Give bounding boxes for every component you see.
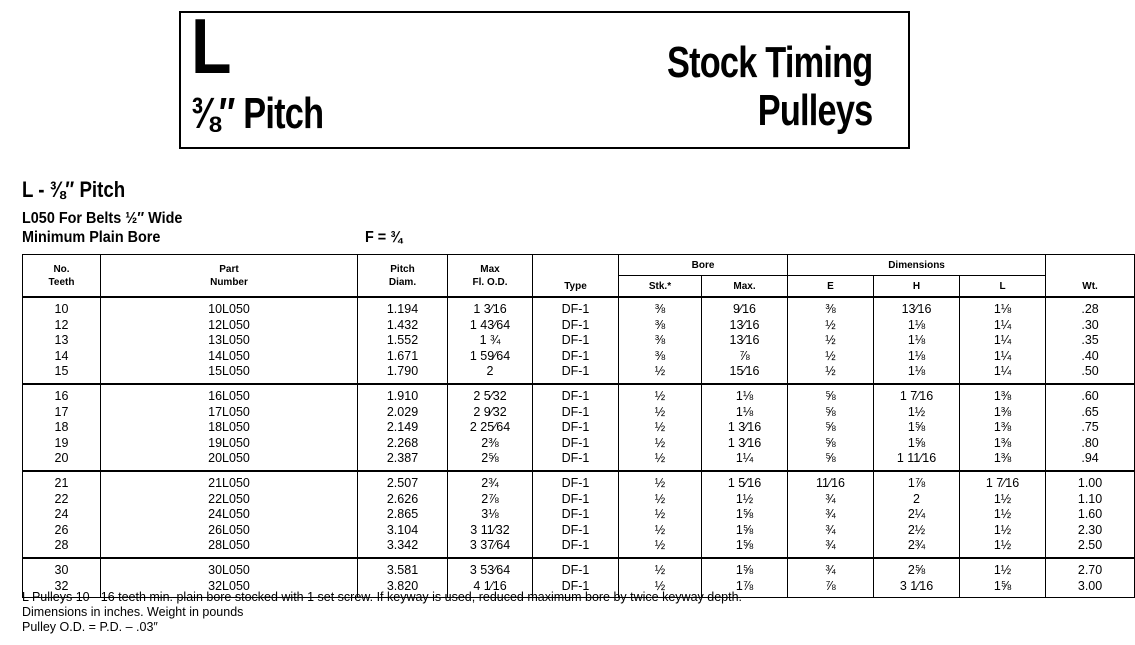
cell-weight: 2.70: [1046, 558, 1135, 579]
cell-max-od: 2⅜: [448, 436, 533, 452]
cell-weight: 1.60: [1046, 507, 1135, 523]
cell-weight: .94: [1046, 451, 1135, 471]
cell-max-bore: 15⁄16: [702, 364, 788, 384]
cell-teeth: 16: [23, 384, 101, 405]
cell-pitch-diam: 2.387: [358, 451, 448, 471]
cell-l: 1¼: [960, 349, 1046, 365]
cell-part-number: 30L050: [101, 558, 358, 579]
cell-stock-bore: ⅜: [619, 349, 702, 365]
cell-stock-bore: ½: [619, 451, 702, 471]
cell-h: 1 11⁄16: [874, 451, 960, 471]
cell-max-od: 1 59⁄64: [448, 349, 533, 365]
cell-l: 1½: [960, 538, 1046, 558]
belt-width-line: L050 For Belts ½″ Wide: [22, 210, 183, 227]
header-l: L: [960, 276, 1046, 298]
cell-h: 1⅛: [874, 333, 960, 349]
cell-teeth: 19: [23, 436, 101, 452]
table-row: [23, 405, 1135, 421]
header-pitch: ⅜″ Pitch: [191, 89, 324, 138]
cell-max-bore: 1⅝: [702, 538, 788, 558]
cell-e: ⅞: [788, 579, 874, 598]
cell-l: 1¼: [960, 333, 1046, 349]
cell-h: 3 1⁄16: [874, 579, 960, 598]
table-row: [23, 384, 1135, 405]
cell-max-bore: 13⁄16: [702, 333, 788, 349]
header-weight: Wt.: [1046, 255, 1135, 298]
cell-weight: .75: [1046, 420, 1135, 436]
footnote-3: Pulley O.D. = P.D. – .03″: [22, 620, 158, 634]
cell-e: ⅝: [788, 436, 874, 452]
cell-l: 1⅝: [960, 579, 1046, 598]
cell-teeth: 12: [23, 318, 101, 334]
cell-teeth: 21: [23, 471, 101, 492]
cell-type: DF-1: [533, 558, 619, 579]
cell-max-od: 2: [448, 364, 533, 384]
cell-max-bore: 1½: [702, 492, 788, 508]
cell-teeth: 26: [23, 523, 101, 539]
cell-type: DF-1: [533, 297, 619, 318]
cell-e: ¾: [788, 523, 874, 539]
header-title: [667, 39, 872, 135]
cell-pitch-diam: 3.342: [358, 538, 448, 558]
table-row: [23, 471, 1135, 492]
header-pitch-diam: Pitch Diam.: [358, 255, 448, 298]
cell-part-number: 24L050: [101, 507, 358, 523]
cell-part-number: 28L050: [101, 538, 358, 558]
cell-type: DF-1: [533, 333, 619, 349]
cell-part-number: 22L050: [101, 492, 358, 508]
cell-max-od: 2 25⁄64: [448, 420, 533, 436]
cell-teeth: 28: [23, 538, 101, 558]
cell-weight: 2.50: [1046, 538, 1135, 558]
cell-type: DF-1: [533, 523, 619, 539]
cell-weight: 1.10: [1046, 492, 1135, 508]
cell-stock-bore: ⅜: [619, 333, 702, 349]
cell-part-number: 14L050: [101, 349, 358, 365]
cell-max-bore: 13⁄16: [702, 318, 788, 334]
cell-teeth: 10: [23, 297, 101, 318]
cell-weight: .60: [1046, 384, 1135, 405]
cell-part-number: 26L050: [101, 523, 358, 539]
cell-max-od: 3 37⁄64: [448, 538, 533, 558]
cell-max-od: 2⅞: [448, 492, 533, 508]
table-group-1: [23, 297, 1135, 384]
cell-type: DF-1: [533, 436, 619, 452]
cell-part-number: 20L050: [101, 451, 358, 471]
cell-h: 1⅛: [874, 364, 960, 384]
cell-l: 1⅜: [960, 436, 1046, 452]
cell-type: DF-1: [533, 492, 619, 508]
header-e: E: [788, 276, 874, 298]
cell-pitch-diam: 2.626: [358, 492, 448, 508]
cell-stock-bore: ½: [619, 523, 702, 539]
cell-teeth: 14: [23, 349, 101, 365]
cell-type: DF-1: [533, 579, 619, 598]
cell-part-number: 12L050: [101, 318, 358, 334]
cell-weight: .30: [1046, 318, 1135, 334]
cell-e: 11⁄16: [788, 471, 874, 492]
footnotes: [22, 590, 742, 635]
table-row: [23, 507, 1135, 523]
cell-pitch-diam: 1.552: [358, 333, 448, 349]
cell-h: 13⁄16: [874, 297, 960, 318]
cell-e: ⅝: [788, 405, 874, 421]
cell-weight: .35: [1046, 333, 1135, 349]
cell-l: 1½: [960, 507, 1046, 523]
header-max-od: Max Fl. O.D.: [448, 255, 533, 298]
table-group-3: [23, 471, 1135, 558]
cell-pitch-diam: 1.194: [358, 297, 448, 318]
cell-h: 1 7⁄16: [874, 384, 960, 405]
cell-weight: .80: [1046, 436, 1135, 452]
cell-part-number: 32L050: [101, 579, 358, 598]
header-h: H: [874, 276, 960, 298]
header-part-number: Part Number: [101, 255, 358, 298]
cell-type: DF-1: [533, 451, 619, 471]
cell-pitch-diam: 2.865: [358, 507, 448, 523]
cell-weight: .50: [1046, 364, 1135, 384]
cell-stock-bore: ½: [619, 507, 702, 523]
cell-max-bore: 1⅞: [702, 579, 788, 598]
cell-pitch-diam: 2.268: [358, 436, 448, 452]
cell-max-od: 3 53⁄64: [448, 558, 533, 579]
cell-type: DF-1: [533, 471, 619, 492]
cell-max-bore: 9⁄16: [702, 297, 788, 318]
cell-teeth: 30: [23, 558, 101, 579]
cell-teeth: 17: [23, 405, 101, 421]
cell-max-od: 1 43⁄64: [448, 318, 533, 334]
cell-teeth: 22: [23, 492, 101, 508]
cell-teeth: 13: [23, 333, 101, 349]
cell-h: 2¼: [874, 507, 960, 523]
cell-h: 1½: [874, 405, 960, 421]
cell-type: DF-1: [533, 420, 619, 436]
footnote-2: Dimensions in inches. Weight in pounds: [22, 605, 244, 619]
cell-pitch-diam: 1.910: [358, 384, 448, 405]
cell-max-od: 1 ¾: [448, 333, 533, 349]
cell-max-bore: 1 3⁄16: [702, 420, 788, 436]
cell-max-od: 2⅝: [448, 451, 533, 471]
cell-h: 1⅛: [874, 318, 960, 334]
cell-stock-bore: ⅜: [619, 318, 702, 334]
cell-type: DF-1: [533, 405, 619, 421]
cell-e: ½: [788, 333, 874, 349]
table-row: [23, 436, 1135, 452]
cell-stock-bore: ½: [619, 579, 702, 598]
cell-part-number: 19L050: [101, 436, 358, 452]
table-row: [23, 420, 1135, 436]
table-row: [23, 318, 1135, 334]
cell-l: 1⅜: [960, 451, 1046, 471]
cell-pitch-diam: 2.507: [358, 471, 448, 492]
cell-h: 2½: [874, 523, 960, 539]
bore-line: Minimum Plain Bore: [22, 229, 161, 246]
cell-part-number: 16L050: [101, 384, 358, 405]
cell-pitch-diam: 1.790: [358, 364, 448, 384]
table-row: [23, 333, 1135, 349]
cell-max-bore: 1 3⁄16: [702, 436, 788, 452]
cell-stock-bore: ½: [619, 420, 702, 436]
cell-e: ⅝: [788, 451, 874, 471]
cell-l: 1 7⁄16: [960, 471, 1046, 492]
cell-max-od: 2¾: [448, 471, 533, 492]
cell-e: ¾: [788, 558, 874, 579]
cell-max-od: 2 9⁄32: [448, 405, 533, 421]
cell-e: ⅝: [788, 420, 874, 436]
cell-part-number: 21L050: [101, 471, 358, 492]
cell-stock-bore: ⅜: [619, 297, 702, 318]
cell-weight: .65: [1046, 405, 1135, 421]
cell-part-number: 13L050: [101, 333, 358, 349]
cell-pitch-diam: 2.149: [358, 420, 448, 436]
cell-max-od: 4 1⁄16: [448, 579, 533, 598]
cell-stock-bore: ½: [619, 471, 702, 492]
cell-e: ¾: [788, 538, 874, 558]
cell-l: 1½: [960, 492, 1046, 508]
table-row: [23, 364, 1135, 384]
header-teeth: No. Teeth: [23, 255, 101, 298]
cell-weight: 2.30: [1046, 523, 1135, 539]
header-box: [179, 2, 910, 149]
cell-part-number: 15L050: [101, 364, 358, 384]
cell-e: ½: [788, 364, 874, 384]
header-bore-group: Bore: [619, 255, 788, 276]
cell-type: DF-1: [533, 384, 619, 405]
cell-type: DF-1: [533, 349, 619, 365]
cell-type: DF-1: [533, 364, 619, 384]
table-row: [23, 523, 1135, 539]
cell-weight: .40: [1046, 349, 1135, 365]
cell-part-number: 10L050: [101, 297, 358, 318]
header-title-line2: Pulleys: [757, 86, 872, 135]
header-stock-bore: Stk.*: [619, 276, 702, 298]
cell-pitch-diam: 3.104: [358, 523, 448, 539]
header-max-bore: Max.: [702, 276, 788, 298]
table-row: [23, 538, 1135, 558]
cell-h: 2⅝: [874, 558, 960, 579]
cell-max-od: 1 3⁄16: [448, 297, 533, 318]
cell-stock-bore: ½: [619, 364, 702, 384]
table-row: [23, 451, 1135, 471]
cell-h: 2: [874, 492, 960, 508]
cell-stock-bore: ½: [619, 436, 702, 452]
cell-e: ¾: [788, 507, 874, 523]
table-row: [23, 558, 1135, 579]
cell-l: 1¼: [960, 364, 1046, 384]
cell-stock-bore: ½: [619, 538, 702, 558]
cell-l: 1⅜: [960, 420, 1046, 436]
cell-e: ½: [788, 318, 874, 334]
cell-teeth: 18: [23, 420, 101, 436]
cell-max-od: 3⅛: [448, 507, 533, 523]
cell-max-bore: 1 5⁄16: [702, 471, 788, 492]
header-title-line1: Stock Timing: [666, 38, 872, 87]
cell-pitch-diam: 1.432: [358, 318, 448, 334]
pulley-spec-table: [22, 254, 1135, 598]
cell-stock-bore: ½: [619, 492, 702, 508]
cell-weight: 1.00: [1046, 471, 1135, 492]
cell-max-od: 3 11⁄32: [448, 523, 533, 539]
cell-h: 2¾: [874, 538, 960, 558]
cell-part-number: 18L050: [101, 420, 358, 436]
section-title: L - ⅜″ Pitch: [22, 177, 126, 202]
table-row: [23, 297, 1135, 318]
cell-l: 1⅜: [960, 384, 1046, 405]
cell-type: DF-1: [533, 318, 619, 334]
face-width: F = ¾: [365, 229, 403, 246]
cell-type: DF-1: [533, 538, 619, 558]
table-row: [23, 349, 1135, 365]
cell-teeth: 32: [23, 579, 101, 598]
cell-max-bore: 1⅝: [702, 558, 788, 579]
footnote-1: L Pulleys 10 - 16 teeth min. plain bore stocked with 1 set screw. If keyway is used, reduced maximum bore by twice keyway depth.: [22, 590, 743, 604]
cell-e: ¾: [788, 492, 874, 508]
cell-part-number: 17L050: [101, 405, 358, 421]
cell-h: 1⅝: [874, 420, 960, 436]
cell-l: 1⅜: [960, 405, 1046, 421]
cell-l: 1⅛: [960, 297, 1046, 318]
series-letter: L: [191, 2, 230, 90]
cell-h: 1⅞: [874, 471, 960, 492]
header-dimensions-group: Dimensions: [788, 255, 1046, 276]
cell-l: 1¼: [960, 318, 1046, 334]
cell-max-bore: 1¼: [702, 451, 788, 471]
cell-pitch-diam: 3.820: [358, 579, 448, 598]
cell-max-bore: 1⅛: [702, 384, 788, 405]
cell-type: DF-1: [533, 507, 619, 523]
cell-stock-bore: ½: [619, 405, 702, 421]
cell-e: ⅜: [788, 297, 874, 318]
cell-stock-bore: ½: [619, 558, 702, 579]
header-type: Type: [533, 255, 619, 298]
table-group-2: [23, 384, 1135, 471]
cell-weight: .28: [1046, 297, 1135, 318]
cell-pitch-diam: 3.581: [358, 558, 448, 579]
cell-pitch-diam: 1.671: [358, 349, 448, 365]
cell-max-bore: 1⅛: [702, 405, 788, 421]
cell-h: 1⅛: [874, 349, 960, 365]
cell-max-bore: 1⅝: [702, 523, 788, 539]
cell-max-bore: ⅞: [702, 349, 788, 365]
table-row: [23, 492, 1135, 508]
cell-teeth: 24: [23, 507, 101, 523]
cell-e: ½: [788, 349, 874, 365]
cell-weight: 3.00: [1046, 579, 1135, 598]
cell-max-bore: 1⅝: [702, 507, 788, 523]
cell-l: 1½: [960, 558, 1046, 579]
cell-h: 1⅝: [874, 436, 960, 452]
cell-stock-bore: ½: [619, 384, 702, 405]
cell-l: 1½: [960, 523, 1046, 539]
cell-teeth: 15: [23, 364, 101, 384]
cell-max-od: 2 5⁄32: [448, 384, 533, 405]
cell-e: ⅝: [788, 384, 874, 405]
cell-pitch-diam: 2.029: [358, 405, 448, 421]
cell-teeth: 20: [23, 451, 101, 471]
